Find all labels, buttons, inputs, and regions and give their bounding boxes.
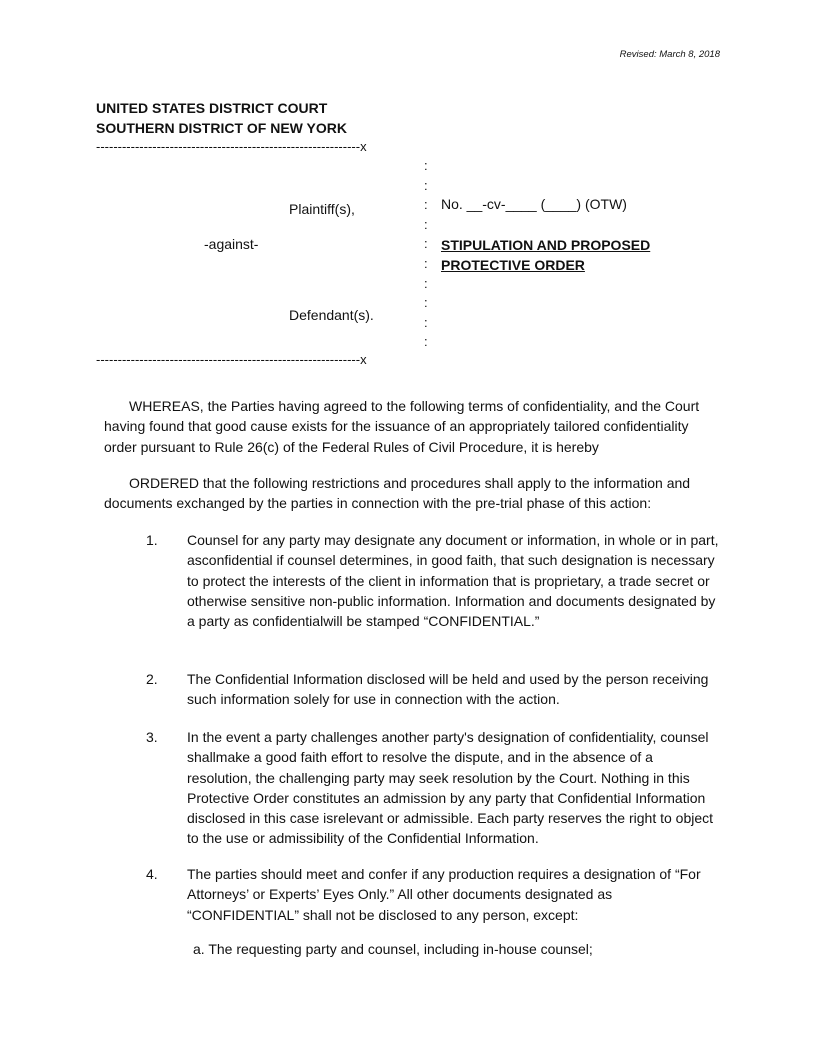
caption-top-rule: -------------------------------------------------------------x <box>96 139 367 154</box>
whereas-paragraph: WHEREAS, the Parties having agreed to the following terms of confidentiality, and the Court having found that good cause exists for the issuance of an appropriately tailored confidentiality order pursuant to Rule 26(c) of the Federal Rules of Civil Procedure, it is hereby <box>104 398 700 455</box>
court-heading <box>96 98 347 138</box>
plaintiff-label: Plaintiff(s), <box>289 201 355 217</box>
sub-item-a: a. The requesting party and counsel, including in-house counsel; <box>193 941 593 957</box>
court-district: SOUTHERN DISTRICT OF NEW YORK <box>96 120 347 136</box>
caption-colon-column: : : : : : : : : : : <box>424 158 428 350</box>
item-number: 2. <box>146 671 158 687</box>
item-text: The parties should meet and confer if any production requires a designation of “For Attorneys’ or Experts’ Eyes Only.” All other documents designated as “CONFIDENTIAL” shall not be disclosed to any person, except: <box>187 866 701 923</box>
revision-date: Revised: March 8, 2018 <box>619 49 720 60</box>
item-number: 1. <box>146 532 158 548</box>
ordered-paragraph: ORDERED that the following restrictions and procedures shall apply to the information and documents exchanged by the parties in connection with the pre-trial phase of this action: <box>104 475 691 512</box>
defendant-label: Defendant(s). <box>289 307 374 323</box>
caption-bottom-rule: -------------------------------------------------------------x <box>96 352 367 367</box>
document-title: STIPULATION AND PROPOSED PROTECTIVE ORDER <box>441 237 651 273</box>
against-label: -against- <box>204 236 259 252</box>
item-number: 4. <box>146 866 158 882</box>
court-name: UNITED STATES DISTRICT COURT <box>96 100 328 116</box>
item-text: Counsel for any party may designate any document or information, in whole or in part, asconfidential if counsel determines, in good faith, that such designation is necessary to protect the interests of the client in information that is proprietary, a trade secret or otherwise sensitive non-public information. Information and documents designated by a party as confidentialwill be stamped “CONFIDENTIAL.” <box>187 532 719 630</box>
item-text: In the event a party challenges another party's designation of confidentiality, counsel shallmake a good faith effort to resolve the dispute, and in the absence of a resolution, the challenging party may seek resolution by the Court. Nothing in this Protective Order constitutes an admission by any party that Confidential Information disclosed in this case isrelevant or admissible. Each party reserves the right to object to the use or admissibility of the Confidential Information. <box>187 729 714 847</box>
item-text: The Confidential Information disclosed will be held and used by the person receiving such information solely for use in connection with the action. <box>187 671 709 708</box>
item-number: 3. <box>146 729 158 745</box>
case-number: No. __-cv-____ (____) (OTW) <box>441 196 627 212</box>
